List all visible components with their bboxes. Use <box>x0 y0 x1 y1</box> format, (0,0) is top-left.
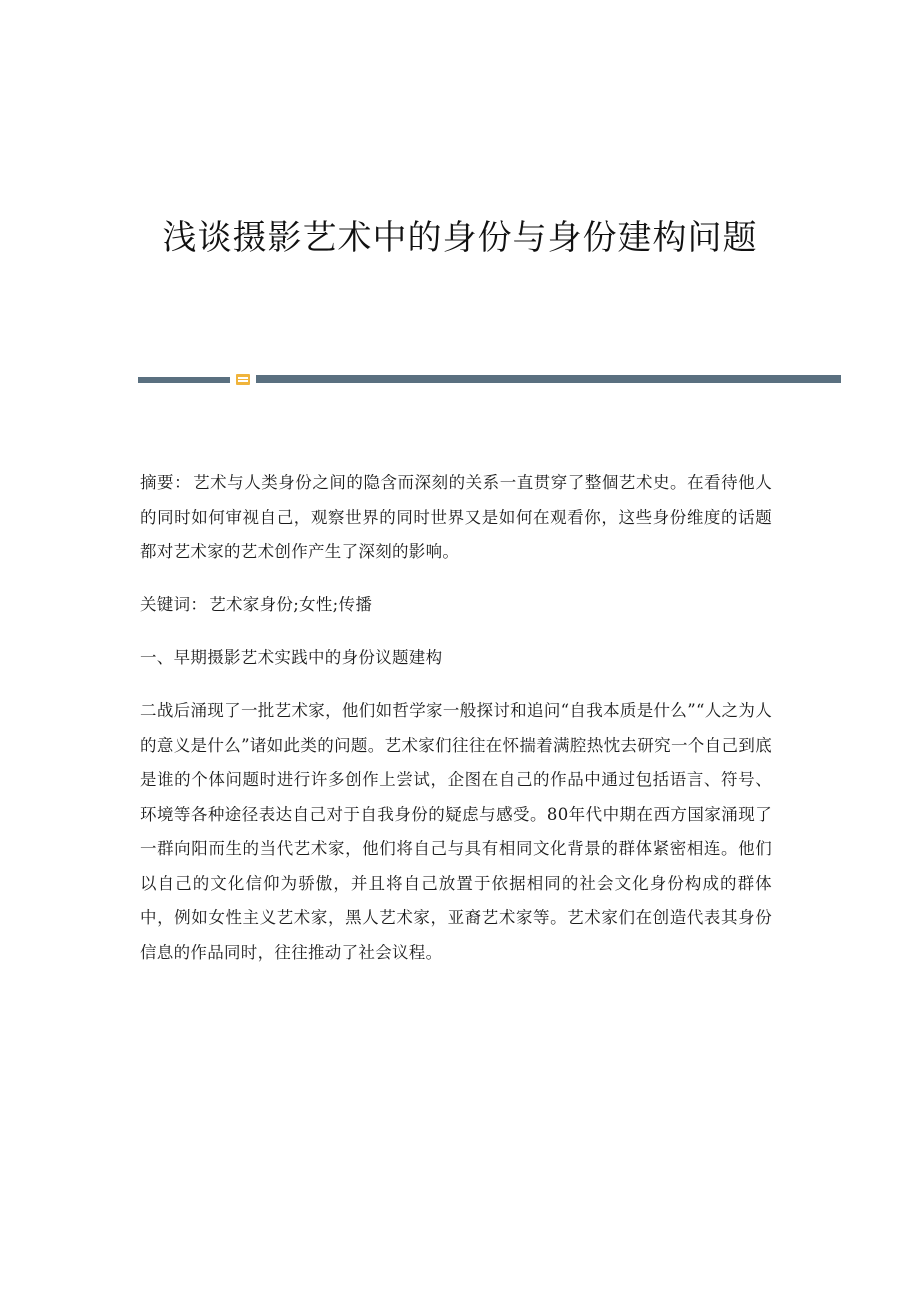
document-body <box>140 466 772 970</box>
abstract-label: 摘要： <box>140 473 192 492</box>
abstract-text: 艺术与人类身份之间的隐含而深刻的关系一直贯穿了整個艺术史。在看待他人的同时如何审视自己，观察世界的同时世界又是如何在观看你，这些身份维度的话题都对艺术家的艺术创作产生了深刻的影响。 <box>140 473 773 561</box>
title-divider <box>138 374 841 386</box>
keywords-paragraph <box>140 588 772 623</box>
divider-bar-right <box>256 375 841 383</box>
keywords-text: 艺术家身份;女性;传播 <box>209 595 373 614</box>
divider-bar-left <box>138 377 230 383</box>
divider-badge-icon <box>236 374 250 385</box>
body-paragraph: 二战后涌现了一批艺术家，他们如哲学家一般探讨和追问“自我本质是什么”“人之为人的意义是什么”诸如此类的问题。艺术家们往往在怀揣着满腔热忱去研究一个自己到底是谁的个体问题时进行许多创作上尝试，企图在自己的作品中通过包括语言、符号、环境等各种途径表达自己对于自我身份的疑虑与感受。80年代中期在西方国家涌现了一群向阳而生的当代艺术家，他们将自己与具有相同文化背景的群体紧密相连。他们以自己的文化信仰为骄傲，并且将自己放置于依据相同的社会文化身份构成的群体中，例如女性主义艺术家，黑人艺术家，亚裔艺术家等。艺术家们在创造代表其身份信息的作品同时，往往推动了社会议程。 <box>140 701 772 962</box>
section-heading: 一、早期摄影艺术实践中的身份议题建构 <box>140 648 443 667</box>
document-title: 浅谈摄影艺术中的身份与身份建构问题 <box>162 218 758 258</box>
keywords-label: 关键词： <box>140 595 208 614</box>
abstract-paragraph <box>140 466 772 570</box>
